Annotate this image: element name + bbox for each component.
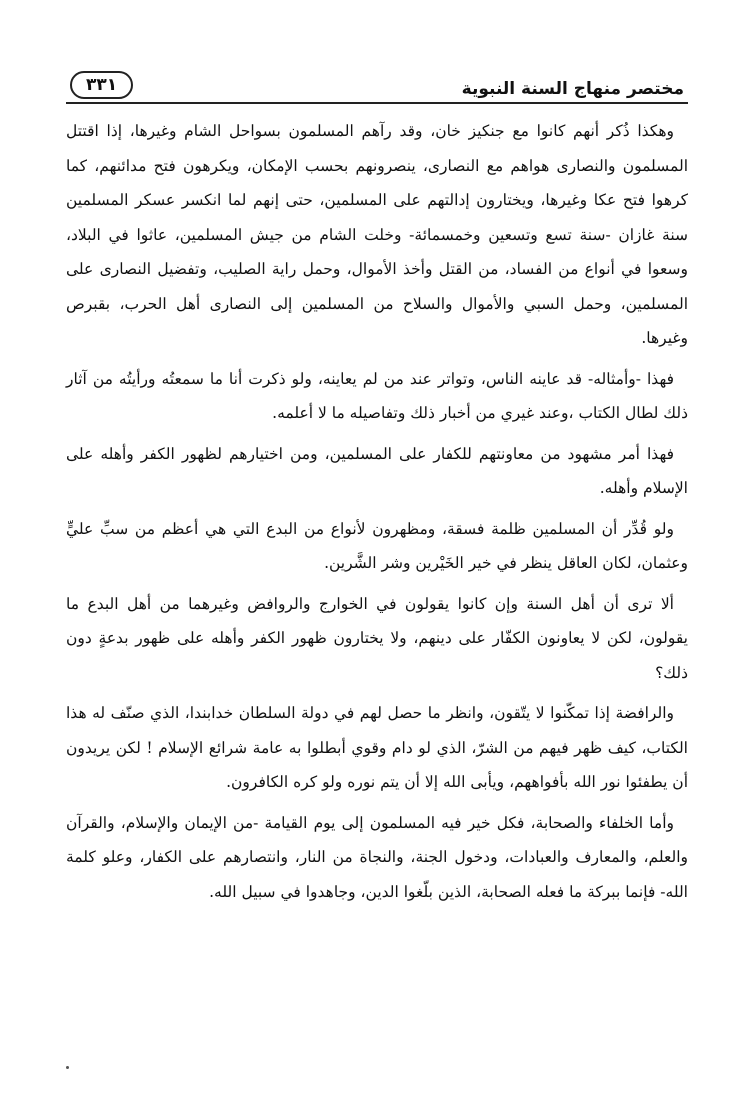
paragraph-7: وأما الخلفاء والصحابة، فكل خير فيه المسلمون إلى يوم القيامة -من الإيمان والإسلام، والقرآن والعلم، والمعارف والعبادات، ودخول الجنة، والنجاة من النار، وانتصارهم على الكفار، وعلو كلمة الله- فإنما ببركة ما فعله الصحابة، الذين بلّغوا الدين، وجاهدوا في سبيل الله. [66, 813, 688, 901]
paragraph-2: فهذا -وأمثاله- قد عاينه الناس، وتواتر عند من لم يعاينه، ولو ذكرت أنا ما سمعتُه ورأيتُه من آثار ذلك لطال الكتاب ،وعند غيري من أخبار ذلك وتفاصيله ما لا أعلمه. [66, 369, 688, 422]
page-header [66, 70, 688, 104]
page-mark-dot [66, 1066, 69, 1069]
page-number: ٣٣١ [70, 71, 133, 99]
body-text [66, 114, 688, 909]
book-page [66, 70, 688, 1080]
paragraph-5: ألا ترى أن أهل السنة وإن كانوا يقولون في الخوارج والروافض وغيرهما من أهل البدع ما يقولون، لكن لا يعاونون الكفّار على دينهم، ولا يختارون ظهور الكفر وأهله على ظهور بدعةٍ دون ذلك؟ [66, 594, 688, 682]
paragraph-1: وهكذا ذُكر أنهم كانوا مع جنكيز خان، وقد رآهم المسلمون بسواحل الشام وغيرها، إذا اقتتل المسلمون والنصارى هواهم مع النصارى، ينصرونهم بحسب الإمكان، ويكرهون فتح مدائنهم، كما كرهوا فتح عكا وغيرها، ويختارون إدالتهم على المسلمين، حتى إنهم لما انكسر عسكر المسلمين سنة غازان -سنة تسع وتسعين وخمسمائة- وخلت الشام من جيش المسلمين، عاثوا في البلاد، وسعوا في أنواع من الفساد، من القتل وأخذ الأموال، وحمل راية الصليب، وتفضيل النصارى على المسلمين، وحمل السبي والأموال والسلاح من المسلمين إلى النصارى أهل الحرب، بقبرص وغيرها. [66, 122, 688, 347]
book-title: مختصر منهاج السنة النبوية [461, 79, 684, 99]
paragraph-6: والرافضة إذا تمكّنوا لا يتّقون، وانظر ما حصل لهم في دولة السلطان خدابندا، الذي صنّف له هذا الكتاب، كيف ظهر فيهم من الشرّ، الذي لو دام وقوي أبطلوا به عامة شرائع الإسلام ! لكن يريدون أن يطفئوا نور الله بأفواههم، ويأبى الله إلا أن يتم نوره ولو كره الكافرون. [66, 704, 688, 791]
paragraph-4: ولو قُدِّر أن المسلمين ظلمة فسقة، ومظهرون لأنواع من البدع التي هي أعظم من سبِّ عليٍّ وعثمان، لكان العاقل ينظر في خير الخَيْرين وشر الشَّرين. [66, 519, 688, 572]
paragraph-3: فهذا أمر مشهود من معاونتهم للكفار على المسلمين، ومن اختيارهم لظهور الكفر وأهله على الإسلام وأهله. [66, 444, 688, 497]
